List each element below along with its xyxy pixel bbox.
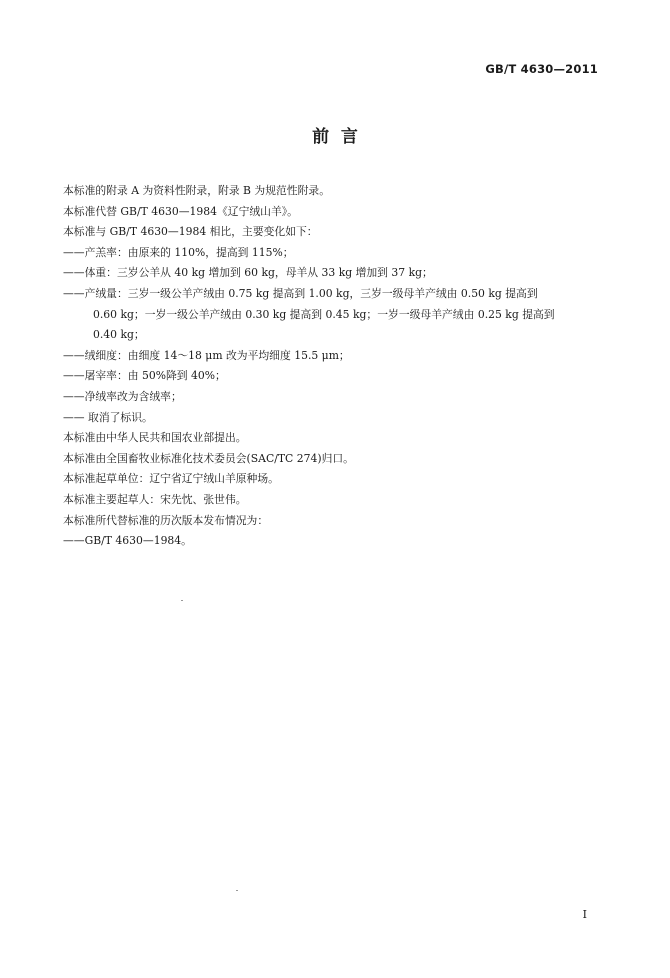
change-item-cashmere-yield-cont-1: 0.60 kg；一岁一级公羊产绒由 0.30 kg 提高到 0.45 kg；一岁一级母羊产绒由 0.25 kg 提高到 <box>93 307 555 321</box>
history-item: ——GB/T 4630—1984。 <box>63 534 192 548</box>
change-item-cashmere-yield: ——产绒量：三岁一级公羊产绒由 0.75 kg 提高到 1.00 kg，三岁一级母羊产绒由 0.50 kg 提高到 <box>63 286 538 300</box>
paragraph-drafting-unit: 本标准起草单位：辽宁省辽宁绒山羊原种场。 <box>63 472 279 486</box>
change-item-marking-removed: —— 取消了标识。 <box>63 410 153 424</box>
change-item-cashmere-rate: ——净绒率改为含绒率； <box>63 389 182 403</box>
change-item-cashmere-yield-cont-2: 0.40 kg； <box>93 328 145 342</box>
paragraph-history-intro: 本标准所代替标准的历次版本发布情况为： <box>63 513 269 527</box>
paragraph-replaces: 本标准代替 GB/T 4630—1984《辽宁绒山羊》。 <box>63 204 298 218</box>
paragraph-changes-intro: 本标准与 GB/T 4630—1984 相比，主要变化如下： <box>63 225 318 239</box>
change-item-lambing-rate: ——产羔率：由原来的 110%，提高到 115%； <box>63 245 294 259</box>
change-item-body-weight: ——体重：三岁公羊从 40 kg 增加到 60 kg，母羊从 33 kg 增加到 37 kg； <box>63 266 433 280</box>
paragraph-drafters: 本标准主要起草人：宋先忱、张世伟。 <box>63 492 247 506</box>
change-item-dressing-percentage: ——屠宰率：由 50%降到 40%； <box>63 369 226 383</box>
section-title <box>0 122 670 147</box>
standard-code: GB/T 4630—2011 <box>485 62 598 76</box>
change-item-fiber-fineness: ——绒细度：由细度 14～18 μm 改为平均细度 15.5 μm； <box>63 348 350 362</box>
body-text <box>63 181 608 552</box>
paragraph-appendix-note: 本标准的附录 A 为资料性附录，附录 B 为规范性附录。 <box>63 184 330 197</box>
section-title-text: 前 言 <box>312 127 358 147</box>
scan-speck <box>236 890 238 891</box>
scan-speck <box>181 600 183 601</box>
paragraph-proposer: 本标准由中华人民共和国农业部提出。 <box>63 431 247 445</box>
page-number: I <box>582 908 587 921</box>
paragraph-committee: 本标准由全国畜牧业标准化技术委员会(SAC/TC 274)归口。 <box>63 451 354 465</box>
